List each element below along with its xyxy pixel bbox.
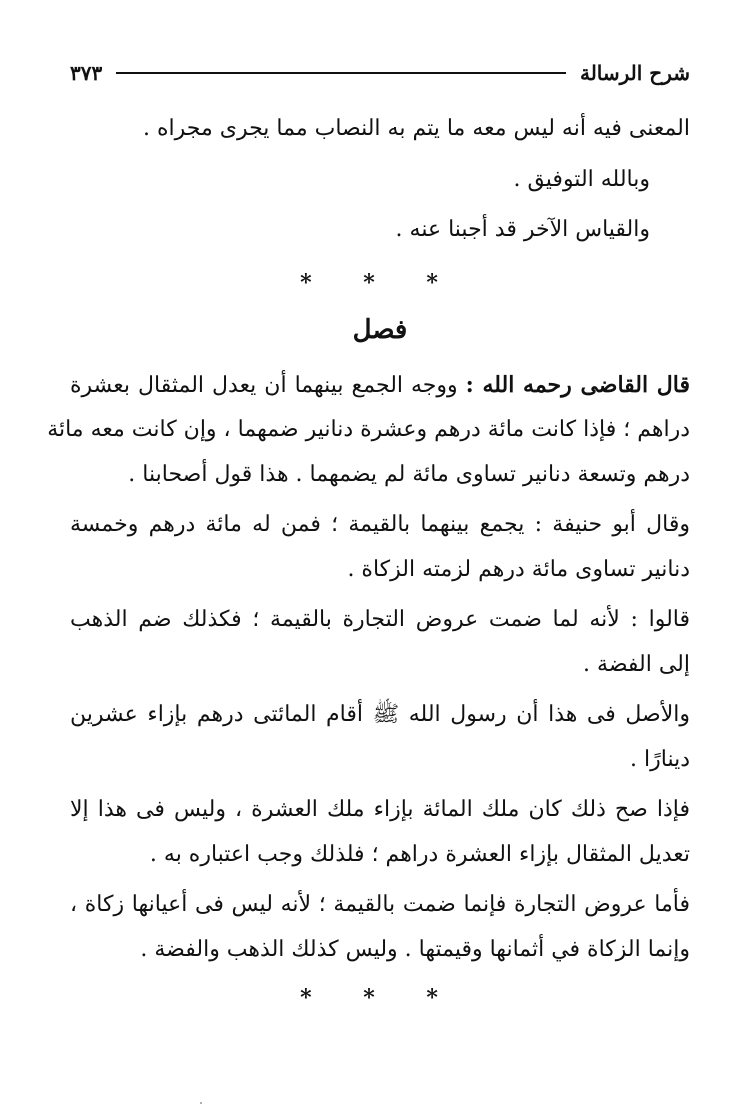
p4-line-2: دينارًا . [630,747,690,772]
section-title: فصل [352,315,408,345]
p1-lead: قال القاضى رحمه الله : [465,372,690,398]
separator-stars-bottom: * * * [300,985,460,1011]
p1-line-2: دراهم ؛ فإذا كانت مائة درهم وعشرة دنانير ضمهما ، وإن كانت معه مائة [47,417,690,442]
p6-line-1: فأما عروض التجارة فإنما ضمت بالقيمة ؛ لأنه ليس فى أعيانها زكاة ، [70,892,690,917]
separator-stars-top: * * * [300,270,460,296]
p3-line-1: قالوا : لأنه لما ضمت عروض التجارة بالقيمة ؛ فكذلك ضم الذهب [70,607,690,632]
book-page [47,0,690,1120]
p4-line-1: والأصل فى هذا أن رسول الله ﷺ أقام المائتى درهم بإزاء عشرين [70,702,690,727]
p3-line-2: إلى الفضة . [583,652,690,677]
intro-line-3: والقياس الآخر قد أجبنا عنه . [395,217,650,242]
p2-line-1: وقال أبو حنيفة : يجمع بينهما بالقيمة ؛ فمن له مائة درهم وخمسة [70,512,690,537]
p1-line-1-rest: ووجه الجمع بينهما أن يعدل المثقال بعشرة [70,373,458,398]
p2-line-2: دنانير تساوى مائة درهم لزمته الزكاة . [347,557,690,582]
p1-line-1 [70,370,690,401]
intro-line-1: المعنى فيه أنه ليس معه ما يتم به النصاب مما يجرى مجراه . [142,116,690,141]
scan-speck [200,1102,202,1104]
p5-line-2: تعديل المثقال بإزاء العشرة دراهم ؛ فلذلك وجب اعتباره به . [149,842,690,867]
header-rule [116,72,566,74]
running-header [70,58,690,88]
p5-line-1: فإذا صح ذلك كان ملك المائة بإزاء ملك العشرة ، وليس فى هذا إلا [70,797,690,822]
page-number: ٣٧٣ [70,61,103,85]
p1-line-3: درهم وتسعة دنانير تساوى مائة لم يضمهما . هذا قول أصحابنا . [128,462,690,487]
p6-line-2: وإنما الزكاة في أثمانها وقيمتها . وليس كذلك الذهب والفضة . [140,937,690,962]
header-title: شرح الرسالة [579,61,690,85]
intro-line-2: وبالله التوفيق . [513,167,650,192]
